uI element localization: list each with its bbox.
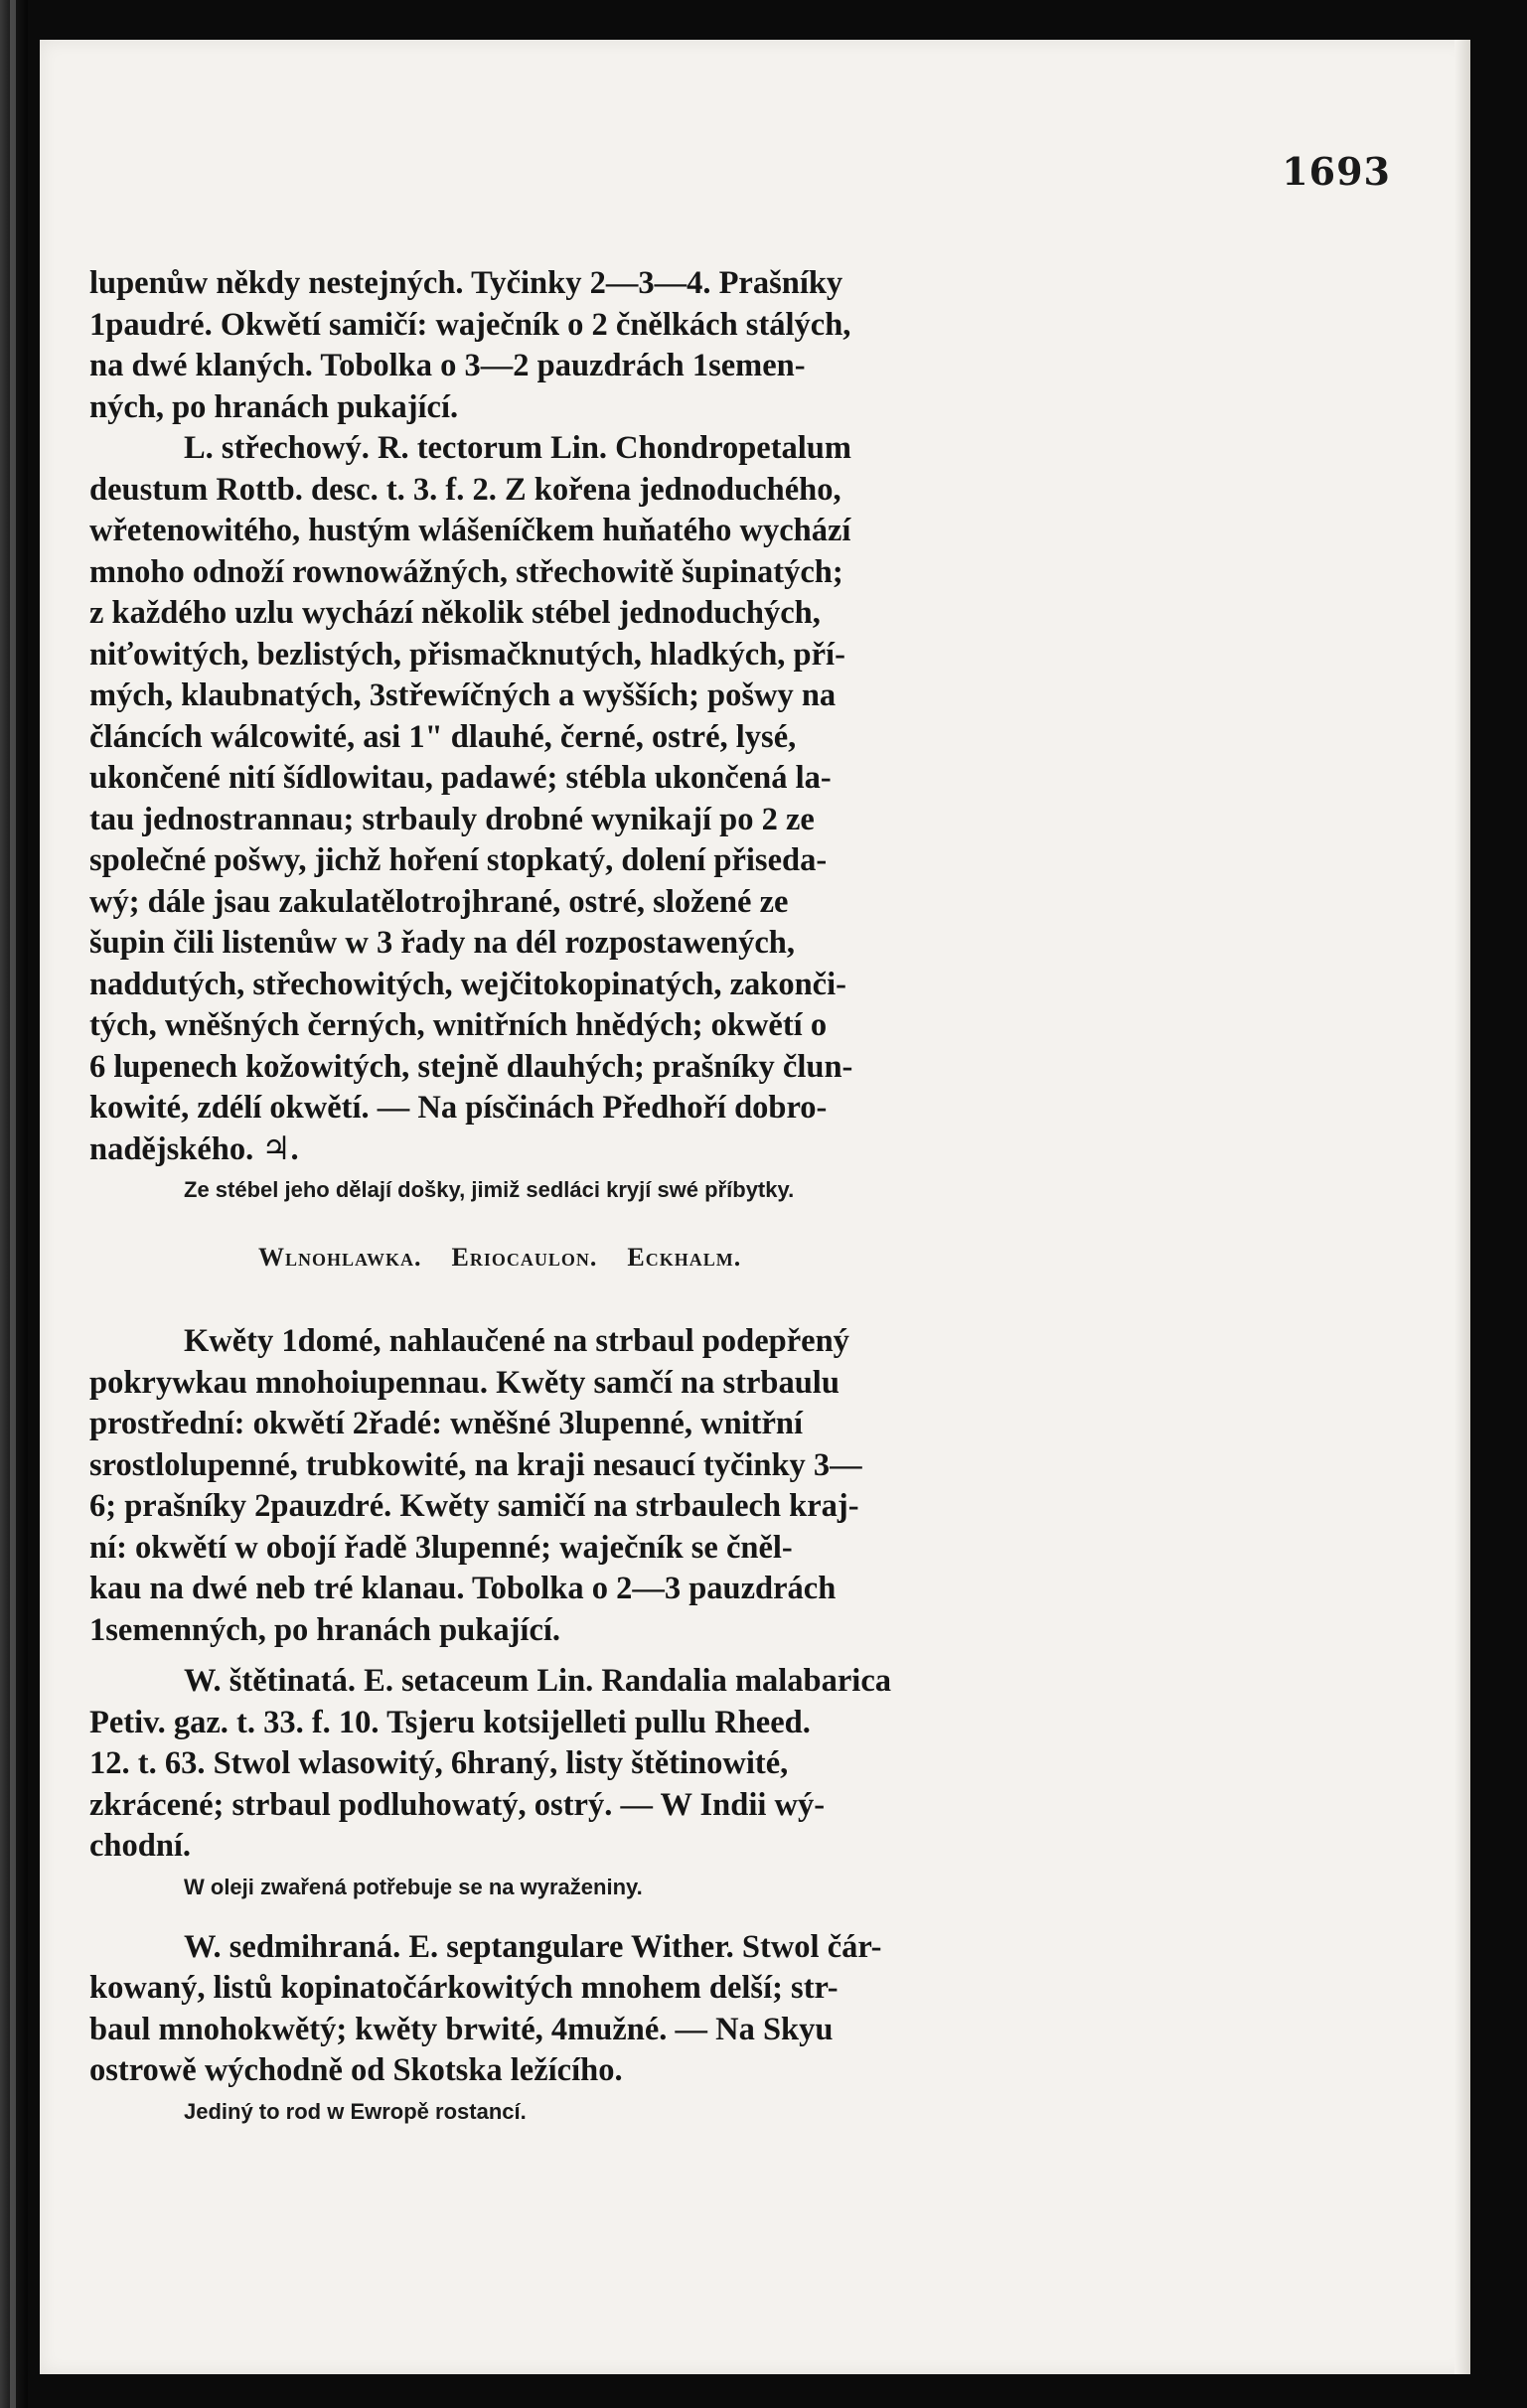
paragraph-4 (89, 1927, 1197, 2092)
genus-latin-name: Eriocaulon. (451, 1243, 598, 1272)
text-line: wý; dále jsau zakulatělotrojhrané, ostré, složené ze (89, 883, 789, 920)
text-line: deustum Rottb. desc. t. 3. f. 2. Z kořena jednoduchého, (89, 471, 841, 508)
text-line: wřetenowitého, hustým wlášeníčkem huňatého wychází (89, 513, 851, 548)
text-line: nadějského. ♃. (89, 1130, 299, 1167)
text-line: 1paudré. Okwětí samičí: waječník o 2 čnělkách stálých, (89, 306, 851, 343)
paragraph-3 (89, 1661, 1197, 1868)
page-text (89, 263, 1197, 2132)
text-line: pokrywkau mnohoiupennau. Kwěty samčí na strbaulu (89, 1364, 840, 1401)
text-line: ukončené nití šídlowitau, padawé; stébla ukončená la- (89, 760, 832, 796)
text-line: ní: okwětí w obojí řadě 3lupenné; waječník se čněl- (89, 1529, 793, 1566)
text-line: baul mnohokwětý; kwěty brwité, 4mužné. — Na Skyu (89, 2011, 834, 2047)
text-line: 6 lupenech kožowitých, stejně dlauhých; prašníky člun- (89, 1048, 853, 1085)
text-line: Kwěty 1domé, nahlaučené na strbaul podepřený (184, 1323, 849, 1359)
text-line: 6; prašníky 2pauzdré. Kwěty samičí na strbaulech kraj- (89, 1488, 859, 1524)
text-line: společné pošwy, jichž hoření stopkatý, dolení přiseda- (89, 842, 828, 878)
text-line: mých, klaubnatých, 3střewíčných a wyšších; pošwy na (89, 677, 837, 713)
paragraph-1 (89, 263, 1197, 1170)
book-page (40, 40, 1470, 2374)
text-line: článcích wálcowité, asi 1" dlauhé, černé, ostré, lysé, (89, 718, 797, 755)
text-line: srostlolupenné, trubkowité, na kraji nesaucí tyčinky 3— (89, 1446, 862, 1483)
genus-heading (89, 1238, 1197, 1278)
text-line: ných, po hranách pukající. (89, 388, 459, 425)
text-line: na dwé klaných. Tobolka o 3—2 pauzdrách 1semen- (89, 348, 806, 383)
text-line: ostrowě wýchodně od Skotska ležícího. (89, 2052, 623, 2088)
text-line: chodní. (89, 1828, 192, 1864)
text-line: zkrácené; strbaul podluhowatý, ostrý. — W Indii wý- (89, 1786, 826, 1823)
text-line: kowaný, listů kopinatočárkowitých mnohem delší; str- (89, 1970, 839, 2006)
genus-author: Eckhalm. (627, 1243, 742, 1272)
text-line: lupenůw někdy nestejných. Tyčinky 2—3—4. Prašníky (89, 265, 843, 301)
text-line: Petiv. gaz. t. 33. f. 10. Tsjeru kotsijelleti pullu Rheed. (89, 1704, 811, 1740)
footnote-usage: W oleji zwařená potřebuje se na wyraženiny. (184, 1874, 643, 1899)
genus-czech-name: Wlnohlawka. (258, 1243, 422, 1272)
text-line: tých, wněšných černých, wnitřních hnědých; okwětí o (89, 1007, 828, 1043)
footnote-distribution: Jediný to rod w Ewropě rostancí. (184, 2098, 527, 2124)
text-line: W. štětinatá. E. setaceum Lin. Randalia malabarica (184, 1663, 892, 1699)
text-line: mnoho odnoží rownowážných, střechowitě šupinatých; (89, 553, 843, 590)
text-line: niťowitých, bezlistých, přismačknutých, hladkých, pří- (89, 636, 845, 673)
scan-gutter-line (10, 0, 16, 2408)
text-line: L. střechowý. R. tectorum Lin. Chondropetalum (184, 430, 851, 466)
text-line: prostřední: okwětí 2řadé: wněšné 3lupenné, wnitřní (89, 1406, 804, 1441)
footnote-usage: Ze stébel jeho dělají došky, jimiž sedláci kryjí swé příbytky. (184, 1177, 795, 1202)
text-line: šupin čili listenůw w 3 řady na dél rozpostawených, (89, 925, 795, 961)
paragraph-2 (89, 1321, 1197, 1651)
text-line: W. sedmihraná. E. septangulare Wither. Stwol čár- (184, 1928, 882, 1965)
page-edge (1454, 40, 1470, 2374)
text-line: kau na dwé neb tré klanau. Tobolka o 2—3 pauzdrách (89, 1571, 837, 1606)
text-line: 12. t. 63. Stwol wlasowitý, 6hraný, listy štětinowité, (89, 1745, 789, 1781)
text-line: naddutých, střechowitých, wejčitokopinatých, zakonči- (89, 966, 846, 1002)
page-number: 1693 (1282, 149, 1391, 194)
text-line: z každého uzlu wychází několik stébel jednoduchých, (89, 595, 821, 631)
text-line: kowité, zdélí okwětí. — Na písčinách Předhoří dobro- (89, 1090, 828, 1126)
text-line: 1semenných, po hranách pukající. (89, 1611, 561, 1648)
text-line: tau jednostrannau; strbauly drobné wynikají po 2 ze (89, 801, 815, 837)
